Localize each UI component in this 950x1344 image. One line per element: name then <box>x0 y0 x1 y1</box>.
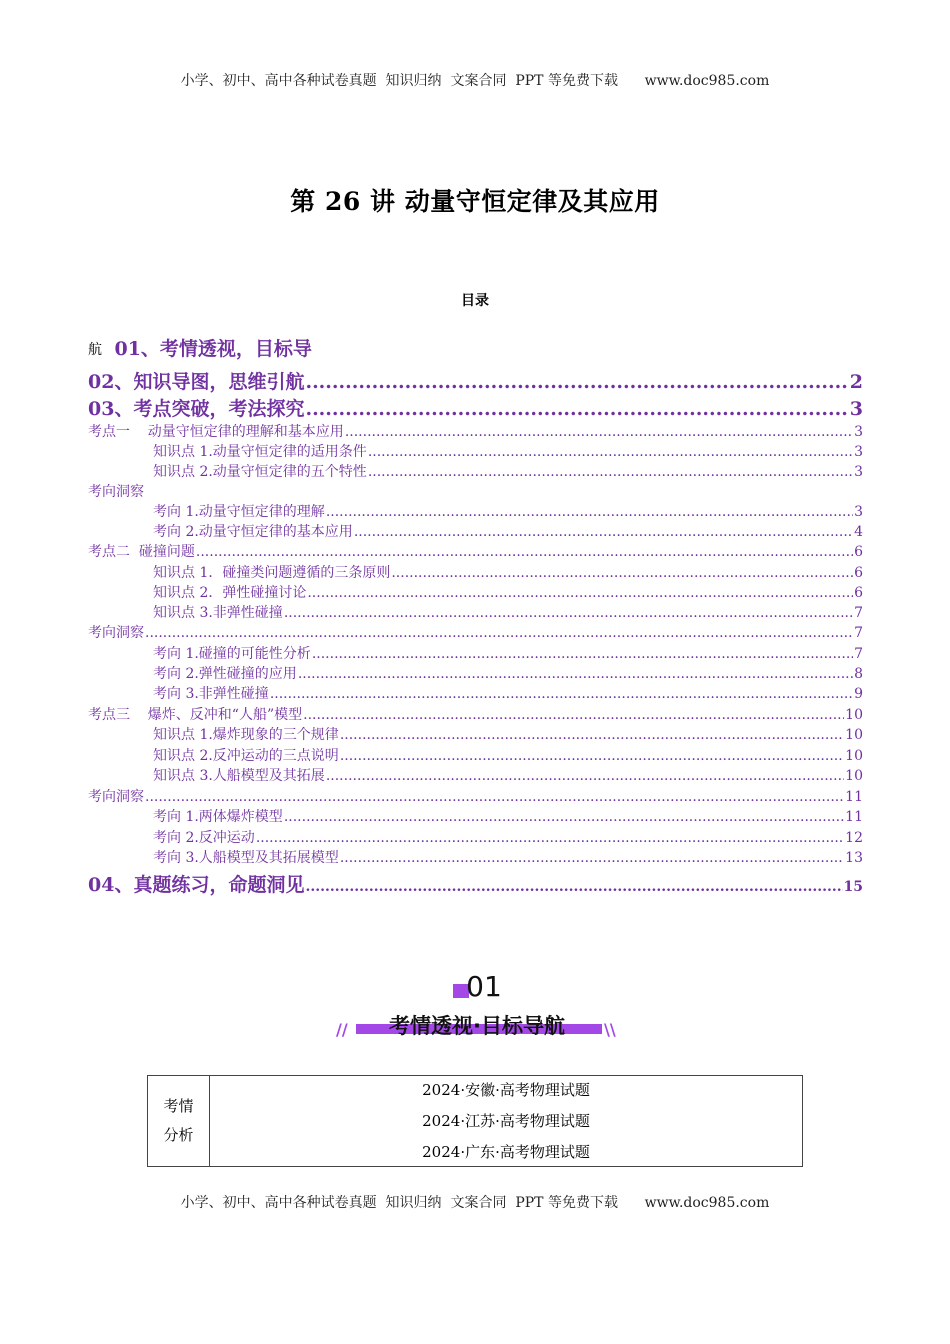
toc-entry-label: 01、考情透视，目标导 <box>114 338 312 360</box>
toc-page-number: 10 <box>845 727 863 743</box>
right-slash-decoration: \\ <box>604 1020 616 1039</box>
toc-entry-label: 考向 2.反冲运动 <box>153 830 255 846</box>
toc-entry-label: 知识点 2.动量守恒定律的五个特性 <box>153 464 367 480</box>
toc-entry-label: 考向 2.弹性碰撞的应用 <box>153 666 297 682</box>
toc-entry-label: 考点二 碰撞问题 <box>88 544 195 560</box>
toc-entry-label: 考向 1.动量守恒定律的理解 <box>153 504 325 520</box>
toc-entry-kp1-k2[interactable] <box>88 461 863 481</box>
toc-page-number: 15 <box>843 879 863 895</box>
toc-entry-kp1-d2[interactable] <box>88 521 863 541</box>
toc-entry-label: 02、知识导图，思维引航 <box>88 371 305 393</box>
toc-page-number: 11 <box>845 789 863 805</box>
toc-page-number: 7 <box>854 605 863 621</box>
toc-entry-kp2-k3[interactable] <box>88 602 863 622</box>
toc-page-number: 10 <box>845 748 863 764</box>
exam-analysis-table <box>147 1075 803 1167</box>
toc-entry-label: 考向洞察 <box>88 789 144 805</box>
toc-page-number: 6 <box>854 585 863 601</box>
toc-page-number: 2 <box>849 371 863 393</box>
toc-entry-label: 考向 1.两体爆炸模型 <box>153 809 283 825</box>
toc-entry-kp3-k3[interactable] <box>88 765 863 785</box>
toc-entry-01-wrap: 航 <box>88 342 102 358</box>
toc-page-number: 6 <box>854 544 863 560</box>
toc-entry-kp3-k1[interactable] <box>88 724 863 744</box>
toc-heading: 目录 <box>461 293 489 309</box>
toc-page-number: 11 <box>845 809 863 825</box>
toc-entry-kp2-direction[interactable] <box>88 622 863 642</box>
header-line: 考情 <box>163 1097 194 1115</box>
toc-entry-label: 考向洞察 <box>88 625 144 641</box>
toc-entry-label: 考向 2.动量守恒定律的基本应用 <box>153 524 353 540</box>
toc-page-number: 8 <box>854 666 863 682</box>
toc-entry-02[interactable] <box>88 367 863 394</box>
toc-entry-label: 知识点 1．碰撞类问题遵循的三条原则 <box>153 565 391 581</box>
toc-page-number: 10 <box>845 768 863 784</box>
toc-entry-03[interactable] <box>88 394 863 421</box>
toc-page-number: 4 <box>854 524 863 540</box>
toc-entry-kp1-k1[interactable] <box>88 441 863 461</box>
toc-entry-kp1-d1[interactable] <box>88 501 863 521</box>
toc-entry-label: 考点一 动量守恒定律的理解和基本应用 <box>88 424 344 440</box>
toc-entry-label: 03、考点突破，考法探究 <box>88 398 305 420</box>
page-title: 第 26 讲 动量守恒定律及其应用 <box>290 187 660 216</box>
toc-page-number: 3 <box>854 444 863 460</box>
toc-entry-label: 知识点 3.非弹性碰撞 <box>153 605 283 621</box>
exam-source-row: 2024·安徽·高考物理试题 <box>422 1080 590 1099</box>
toc-entry-label: 知识点 1.动量守恒定律的适用条件 <box>153 444 367 460</box>
toc-entry-kp2-k1[interactable] <box>88 562 863 582</box>
toc-entry-kp2-k2[interactable] <box>88 582 863 602</box>
toc-entry-label: 知识点 2.反冲运动的三点说明 <box>153 748 339 764</box>
toc-page-number: 3 <box>854 464 863 480</box>
toc-entry-kp2-d2[interactable] <box>88 663 863 683</box>
toc-entry-kp1[interactable] <box>88 421 863 441</box>
exam-source-row: 2024·广东·高考物理试题 <box>422 1142 590 1161</box>
toc-entry-label: 知识点 1.爆炸现象的三个规律 <box>153 727 339 743</box>
toc-entry-label: 考向 1.碰撞的可能性分析 <box>153 646 311 662</box>
header-line: 分析 <box>163 1126 194 1144</box>
toc-entry-kp3-d2[interactable] <box>88 827 863 847</box>
toc-page-number: 3 <box>854 504 863 520</box>
toc-page-number: 10 <box>845 707 863 723</box>
section-label: 考情透视·目标导航 <box>389 1014 565 1038</box>
toc-page-number: 9 <box>854 686 863 702</box>
toc-entry-label: 考向 3.非弹性碰撞 <box>153 686 269 702</box>
toc-page-number: 3 <box>849 398 863 420</box>
toc-page-number: 6 <box>854 565 863 581</box>
toc-entry-kp2-d1[interactable] <box>88 643 863 663</box>
toc-entry-label: 考向 3.人船模型及其拓展模型 <box>153 850 339 866</box>
toc-entry-label: 考点三 爆炸、反冲和“人船”模型 <box>88 707 303 723</box>
toc-entry-kp3-direction[interactable] <box>88 786 863 806</box>
table-header-cell <box>148 1076 210 1166</box>
toc-entry-kp2[interactable] <box>88 541 863 561</box>
toc-entry-kp3[interactable] <box>88 704 863 724</box>
toc-page-number: 7 <box>854 625 863 641</box>
toc-entry-kp3-k2[interactable] <box>88 745 863 765</box>
toc-entry-04[interactable] <box>88 870 863 897</box>
page-footer: 小学、初中、高中各种试卷真题 知识归纳 文案合同 PPT 等免费下载 www.doc985.com <box>180 1195 770 1211</box>
toc-entry-kp3-d3[interactable] <box>88 847 863 867</box>
toc-entry-label: 知识点 3.人船模型及其拓展 <box>153 768 325 784</box>
exam-source-row: 2024·江苏·高考物理试题 <box>422 1111 590 1130</box>
toc-entry-kp1-direction[interactable]: 考向洞察 <box>88 484 144 500</box>
toc-entry-kp2-d3[interactable] <box>88 683 863 703</box>
toc-entry-label: 知识点 2．弹性碰撞讨论 <box>153 585 307 601</box>
toc-page-number: 3 <box>854 424 863 440</box>
table-body-cell <box>210 1076 802 1166</box>
toc-entry-kp3-d1[interactable] <box>88 806 863 826</box>
section-number: 01 <box>466 970 502 1003</box>
page-header: 小学、初中、高中各种试卷真题 知识归纳 文案合同 PPT 等免费下载 www.doc985.com <box>180 73 770 89</box>
toc-entry-label: 04、真题练习，命题洞见 <box>88 874 305 896</box>
toc-page-number: 13 <box>845 850 863 866</box>
section-badge <box>332 966 622 1046</box>
left-slash-decoration: // <box>336 1020 348 1039</box>
toc-page-number: 7 <box>854 646 863 662</box>
toc-page-number: 12 <box>845 830 863 846</box>
